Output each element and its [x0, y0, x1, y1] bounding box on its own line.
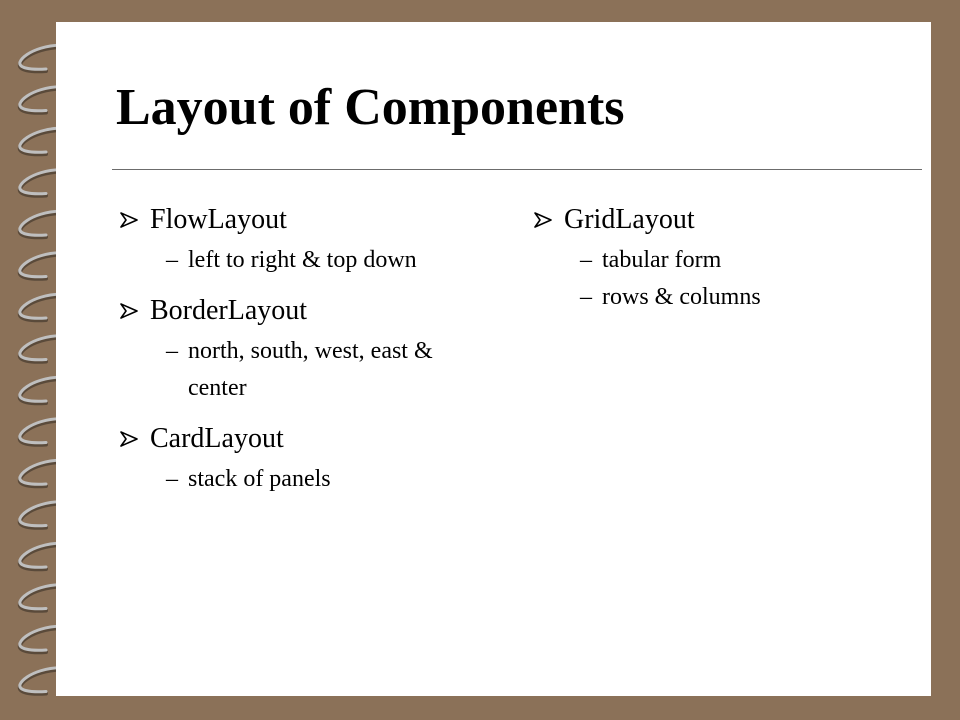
arrowhead-icon	[530, 210, 558, 230]
dash-marker: –	[166, 338, 178, 364]
bullet-label: CardLayout	[150, 423, 284, 454]
bullet-item-gridlayout	[530, 202, 910, 316]
sub-bullet: – rows & columns	[530, 279, 902, 316]
dash-marker: –	[166, 466, 178, 492]
arrowhead-icon	[116, 429, 144, 449]
slide-title: Layout of Components	[116, 79, 625, 136]
dash-marker: –	[580, 284, 592, 310]
right-column	[530, 202, 910, 330]
sub-bullet: – north, south, west, east & center	[116, 333, 488, 407]
left-column	[116, 202, 496, 512]
sub-bullet: – left to right & top down	[116, 242, 488, 279]
bullet-label: BorderLayout	[150, 295, 308, 326]
arrowhead-icon	[116, 301, 144, 321]
dash-marker: –	[166, 247, 178, 273]
title-divider	[112, 169, 922, 170]
sub-bullet: – tabular form	[530, 242, 902, 279]
sub-bullet: – stack of panels	[116, 461, 488, 498]
bullet-label: FlowLayout	[150, 204, 287, 235]
bullet-label: GridLayout	[564, 204, 695, 235]
bullet-item-flowlayout	[116, 202, 496, 279]
bullet-item-cardlayout	[116, 421, 496, 498]
bullet-item-borderlayout	[116, 293, 496, 407]
dash-marker: –	[580, 247, 592, 273]
arrowhead-icon	[116, 210, 144, 230]
